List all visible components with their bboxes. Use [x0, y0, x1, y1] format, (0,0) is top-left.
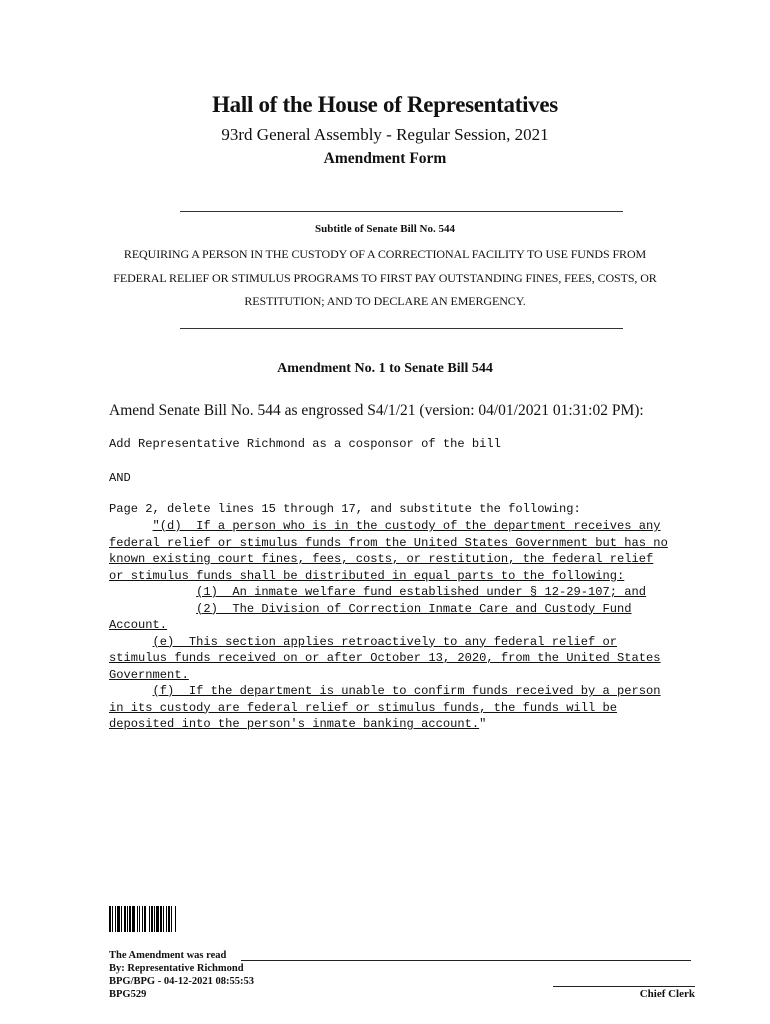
session-line: 93rd General Assembly - Regular Session, 2021: [221, 125, 549, 144]
substitute-text-line: [109, 568, 709, 585]
inserted-text: federal relief or stimulus funds from the United States Government but has no: [109, 535, 668, 550]
substitute-text-line: [109, 551, 709, 568]
inserted-text: (e) This section applies retroactively to any federal relief or: [152, 634, 618, 649]
read-signature-line: [241, 960, 691, 961]
by-line: By: Representative Richmond: [109, 963, 244, 974]
substitute-text-line: [109, 650, 709, 667]
closing-quote: ": [479, 717, 487, 731]
document-title: Hall of the House of Representatives: [212, 92, 558, 117]
subtitle-line: RESTITUTION; AND TO DECLARE AN EMERGENCY.: [244, 294, 526, 308]
substitute-text-line: [109, 667, 709, 684]
and-line: AND: [109, 471, 131, 485]
subtitle-line: FEDERAL RELIEF OR STIMULUS PROGRAMS TO FIRST PAY OUTSTANDING FINES, FEES, COSTS, OR: [113, 271, 657, 285]
substitute-text-line: [109, 683, 709, 700]
substitute-text-line: [109, 700, 709, 717]
inserted-text: Government.: [109, 667, 189, 682]
chief-clerk-label: Chief Clerk: [639, 988, 695, 1000]
inserted-text: (2) The Division of Correction Inmate Care and Custody Fund: [196, 601, 632, 616]
inserted-text: Account.: [109, 618, 168, 632]
inserted-text: stimulus funds received on or after October 13, 2020, from the United States: [109, 651, 661, 665]
page-instruction-line: Page 2, delete lines 15 through 17, and substitute the following:: [109, 502, 581, 516]
inserted-text: (1) An inmate welfare fund established under § 12-29-107; and: [196, 585, 647, 599]
clerk-signature-line: [553, 986, 695, 987]
top-rule: [180, 211, 623, 212]
subtitle-label: Subtitle of Senate Bill No. 544: [315, 223, 455, 235]
inserted-text: (f) If the department is unable to confirm funds received by a person: [152, 684, 661, 698]
inserted-text: "(d) If a person who is in the custody of the department receives any: [152, 519, 661, 533]
engrossed-line: Amend Senate Bill No. 544 as engrossed S4/1/21 (version: 04/01/2021 01:31:02 PM):: [109, 402, 644, 419]
substitute-text: [109, 518, 709, 733]
amendment-heading: Amendment No. 1 to Senate Bill 544: [277, 361, 493, 376]
substitute-text-line: [109, 634, 709, 651]
substitute-text-line: [109, 518, 709, 535]
substitute-text-line: [109, 535, 709, 552]
id-line: BPG529: [109, 989, 147, 1000]
read-label: The Amendment was read: [109, 950, 227, 961]
inserted-text: deposited into the person's inmate banking account.: [109, 717, 480, 731]
inserted-text: known existing court fines, fees, costs, or restitution, the federal relief: [109, 552, 654, 566]
cosponsor-line: Add Representative Richmond as a cosponsor of the bill: [109, 437, 501, 451]
code-line: BPG/BPG - 04-12-2021 08:55:53: [109, 976, 254, 987]
substitute-text-line: [109, 617, 709, 634]
form-name: Amendment Form: [323, 150, 447, 167]
bottom-rule: [180, 328, 623, 329]
substitute-text-line: [109, 584, 709, 601]
subtitle-line: REQUIRING A PERSON IN THE CUSTODY OF A CORRECTIONAL FACILITY TO USE FUNDS FROM: [123, 247, 647, 261]
substitute-text-line: [109, 716, 709, 733]
inserted-text: in its custody are federal relief or stimulus funds, the funds will be: [109, 700, 618, 715]
substitute-text-line: [109, 601, 709, 618]
inserted-text: or stimulus funds shall be distributed in equal parts to the following:: [109, 568, 625, 583]
barcode-image: [109, 906, 200, 932]
